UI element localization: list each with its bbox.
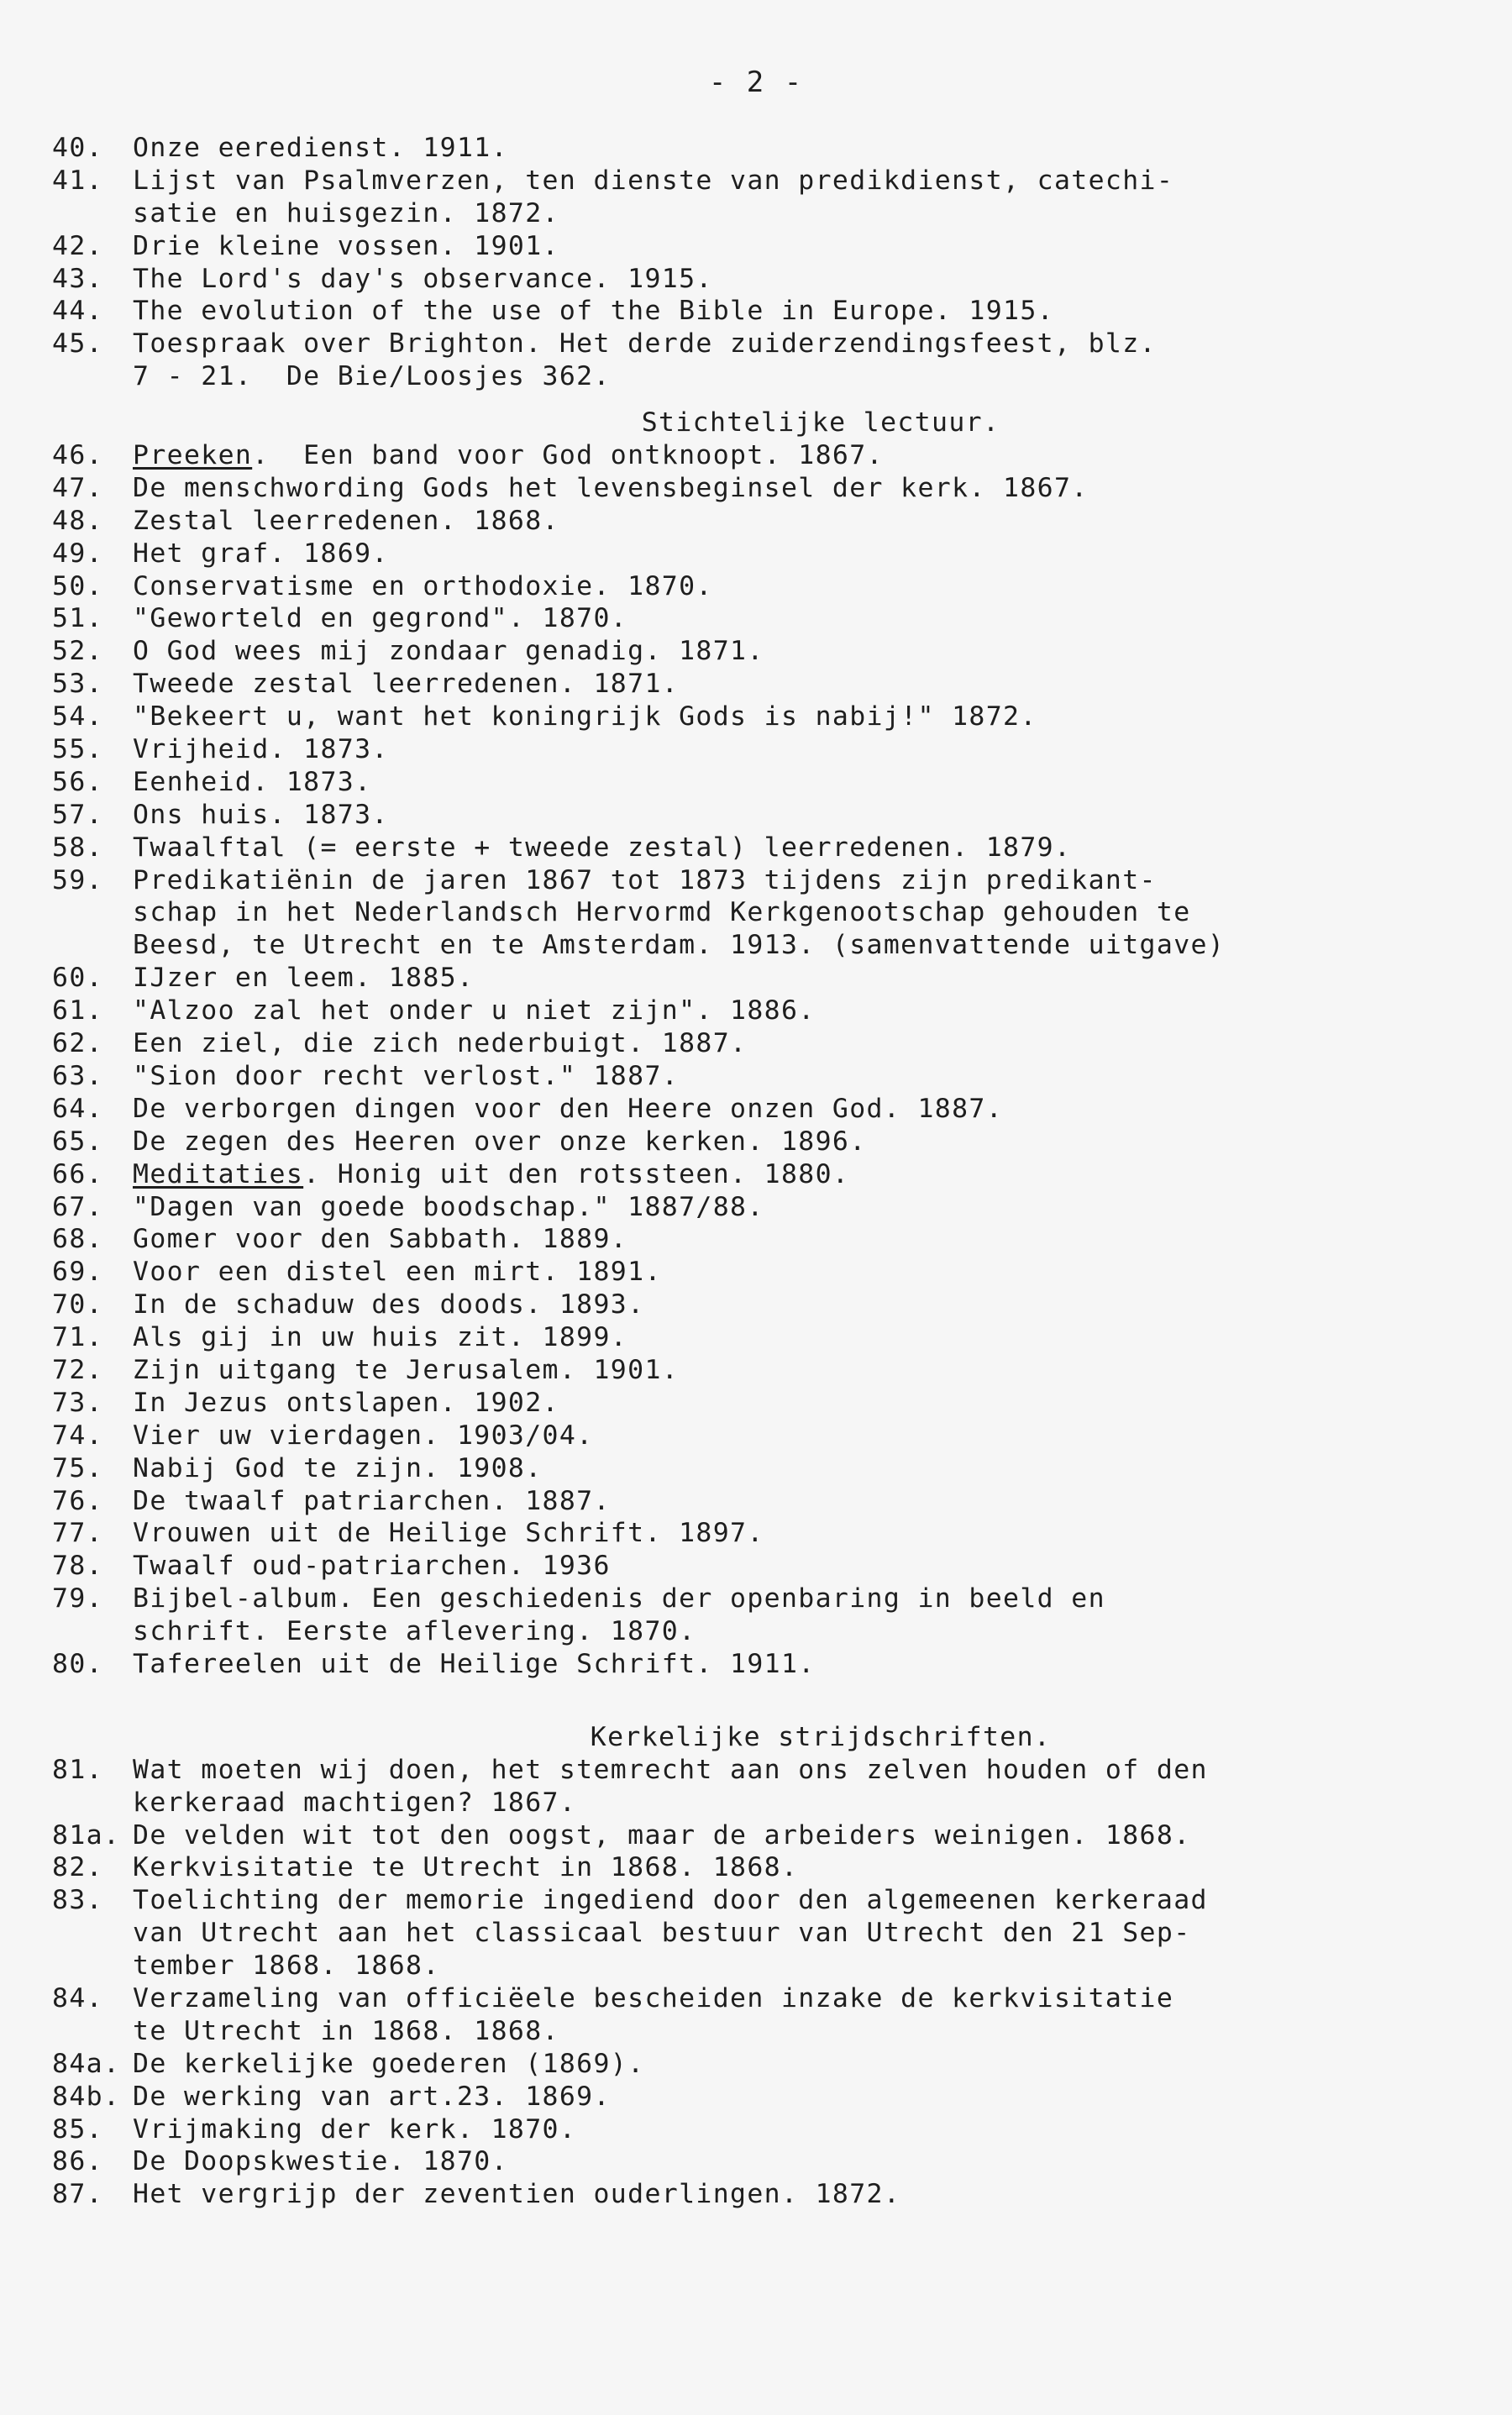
entry-text: Als gij in uw huis zit. 1899.	[133, 1322, 628, 1353]
entry-continuation: schrift. Eerste aflevering. 1870.	[133, 1616, 696, 1647]
entry-item	[52, 701, 1480, 733]
entry-text: In Jezus ontslapen. 1902.	[133, 1387, 559, 1418]
entry-text: Tweede zestal leerredenen. 1871.	[133, 669, 680, 700]
page-number: - 2 -	[708, 66, 804, 99]
entry-item	[52, 2113, 1480, 2146]
entry-number: 51.	[52, 603, 103, 634]
entry-item	[52, 1648, 1480, 1681]
entry-number: 85.	[52, 2113, 103, 2145]
entry-item	[52, 733, 1480, 766]
entry-item	[52, 505, 1480, 538]
entry-text: De menschwording Gods het levensbeginsel der kerk. 1867.	[133, 472, 1089, 503]
entry-number: 75.	[52, 1452, 103, 1483]
section-heading: Stichtelijke lectuur.	[641, 407, 1000, 438]
entry-item	[52, 1126, 1480, 1158]
entry-text: Kerkvisitatie te Utrecht in 1868. 1868.	[133, 1852, 799, 1883]
entry-number: 78.	[52, 1551, 103, 1582]
entry-item	[52, 1060, 1480, 1093]
entry-text: De kerkelijke goederen (1869).	[133, 2048, 645, 2079]
entry-item	[52, 1819, 1480, 1852]
entry-text: Verzameling van officiëele bescheiden inzake de kerkvisitatie	[133, 1982, 1174, 2013]
entry-item	[52, 602, 1480, 635]
entry-item	[52, 799, 1480, 832]
entry-item	[52, 1583, 1480, 1615]
entry-number: 40.	[52, 133, 103, 163]
entry-text: Voor een distel een mirt. 1891.	[133, 1257, 662, 1288]
entry-text: Het graf. 1869.	[133, 538, 389, 569]
entry-item	[52, 1982, 1480, 2015]
entry-text: "Bekeert u, want het koningrijk Gods is nabij!" 1872.	[133, 701, 1037, 732]
entry-text: Toespraak over Brighton. Het derde zuiderzendingsfeest, blz.	[133, 328, 1157, 360]
entry-text: Wat moeten wij doen, het stemrecht aan ons zelven houden of den	[133, 1754, 1208, 1785]
entry-category: Meditaties	[133, 1158, 304, 1189]
entry-item	[52, 1191, 1480, 1224]
entry-text: The evolution of the use of the Bible in Europe. 1915.	[133, 296, 1054, 327]
entry-item	[52, 132, 1480, 165]
entry-text: Nabij God te zijn. 1908.	[133, 1452, 543, 1483]
entry-continuation: satie en huisgezin. 1872.	[133, 197, 559, 228]
section-gap	[52, 393, 1480, 407]
entry-text: "Sion door recht verlost." 1887.	[133, 1060, 680, 1091]
entry-continuation: kerkeraad machtigen? 1867.	[133, 1787, 577, 1818]
entry-text: Gomer voor den Sabbath. 1889.	[133, 1224, 628, 1255]
entry-item	[52, 1158, 1480, 1191]
entry-text: "Alzoo zal het onder u niet zijn". 1886.	[133, 995, 816, 1026]
entry-number: 80.	[52, 1648, 103, 1679]
entry-number: 84b.	[52, 2081, 121, 2112]
entry-item	[52, 1387, 1480, 1420]
entry-item	[52, 1851, 1480, 1884]
entry-list	[52, 132, 1480, 2211]
entry-text: "Dagen van goede boodschap." 1887/88.	[133, 1191, 764, 1222]
entry-number: 81a.	[52, 1819, 121, 1851]
entry-number: 66.	[52, 1158, 103, 1189]
entry-number: 69.	[52, 1257, 103, 1288]
entry-continuation: schap in het Nederlandsch Hervormd Kerkgenootschap gehouden te	[133, 897, 1191, 928]
entry-item	[52, 439, 1480, 472]
entry-text: Onze eeredienst. 1911.	[133, 133, 508, 163]
entry-text: Vrijheid. 1873.	[133, 734, 389, 765]
entry-item	[52, 962, 1480, 995]
entry-number: 87.	[52, 2179, 103, 2210]
entry-item	[52, 832, 1480, 864]
entry-item	[52, 1289, 1480, 1321]
entry-text: Een ziel, die zich nederbuigt. 1887.	[133, 1028, 748, 1059]
entry-number: 46.	[52, 440, 103, 471]
entry-item	[52, 766, 1480, 799]
entry-text: Tafereelen uit de Heilige Schrift. 1911.	[133, 1648, 816, 1679]
entry-item	[52, 2048, 1480, 2081]
entry-number: 56.	[52, 766, 103, 797]
entry-number: 53.	[52, 669, 103, 700]
entry-item	[52, 1452, 1480, 1485]
entry-number: 72.	[52, 1354, 103, 1385]
entry-number: 77.	[52, 1518, 103, 1549]
entry-item	[52, 538, 1480, 570]
entry-item	[52, 1354, 1480, 1387]
entry-number: 57.	[52, 799, 103, 830]
entry-category: Preeken	[133, 440, 253, 471]
entry-text: Predikatiënin de jaren 1867 tot 1873 tijdens zijn predikant-	[133, 864, 1157, 895]
entry-number: 54.	[52, 701, 103, 732]
entry-number: 65.	[52, 1126, 103, 1157]
entry-text: De twaalf patriarchen. 1887.	[133, 1485, 611, 1516]
entry-item	[52, 995, 1480, 1027]
entry-item	[52, 230, 1480, 263]
entry-number: 74.	[52, 1420, 103, 1451]
entry-item	[52, 1321, 1480, 1354]
entry-number: 62.	[52, 1028, 103, 1059]
entry-number: 71.	[52, 1322, 103, 1353]
entry-continuation: Beesd, te Utrecht en te Amsterdam. 1913. (samenvattende uitgave)	[133, 930, 1226, 961]
entry-text: De verborgen dingen voor den Heere onzen God. 1887.	[133, 1093, 1004, 1124]
entry-number: 70.	[52, 1289, 103, 1320]
entry-number: 49.	[52, 538, 103, 569]
entry-item	[52, 295, 1480, 328]
entry-text: De Doopskwestie. 1870.	[133, 2146, 508, 2177]
entry-text: In de schaduw des doods. 1893.	[133, 1289, 645, 1320]
entry-number: 86.	[52, 2146, 103, 2177]
section-heading: Kerkelijke strijdschriften.	[590, 1721, 1052, 1752]
entry-item	[52, 668, 1480, 701]
entry-text: De velden wit tot den oogst, maar de arbeiders weinigen. 1868.	[133, 1819, 1191, 1851]
entry-continuation: te Utrecht in 1868. 1868.	[133, 2015, 559, 2046]
entry-item	[52, 1093, 1480, 1126]
entry-item	[52, 1884, 1480, 1917]
entry-text: "Geworteld en gegrond". 1870.	[133, 603, 628, 634]
entry-number: 63.	[52, 1060, 103, 1091]
entry-item	[52, 2178, 1480, 2211]
entry-item	[52, 1485, 1480, 1518]
entry-text: Twaalftal (= eerste + tweede zestal) leerredenen. 1879.	[133, 832, 1072, 863]
entry-number: 58.	[52, 832, 103, 863]
entry-text: The Lord's day's observance. 1915.	[133, 263, 713, 294]
entry-item	[52, 635, 1480, 668]
entry-item	[52, 1420, 1480, 1452]
entry-text: Eenheid. 1873.	[133, 766, 372, 797]
entry-text: Vrijmaking der kerk. 1870.	[133, 2113, 577, 2145]
entry-number: 44.	[52, 296, 103, 327]
entry-text: Zijn uitgang te Jerusalem. 1901.	[133, 1354, 680, 1385]
entry-number: 48.	[52, 505, 103, 536]
entry-text: Bijbel-album. Een geschiedenis der openbaring in beeld en	[133, 1583, 1105, 1614]
entry-text: Drie kleine vossen. 1901.	[133, 230, 559, 261]
entry-number: 76.	[52, 1485, 103, 1516]
entry-number: 81.	[52, 1754, 103, 1785]
entry-text: IJzer en leem. 1885.	[133, 963, 475, 994]
entry-text: O God wees mij zondaar genadig. 1871.	[133, 636, 764, 667]
entry-text: Lijst van Psalmverzen, ten dienste van predikdienst, catechi-	[133, 165, 1174, 196]
entry-item	[52, 2145, 1480, 2178]
entry-item	[52, 864, 1480, 897]
entry-text: Zestal leerredenen. 1868.	[133, 505, 559, 536]
entry-item	[52, 1754, 1480, 1787]
entry-number: 60.	[52, 963, 103, 994]
entry-number: 50.	[52, 570, 103, 601]
entry-text: . Een band voor God ontknoopt. 1867.	[252, 440, 884, 471]
entry-number: 79.	[52, 1583, 103, 1614]
entry-text: De werking van art.23. 1869.	[133, 2081, 611, 2112]
entry-number: 83.	[52, 1885, 103, 1916]
entry-item	[52, 1027, 1480, 1060]
entry-text: Vrouwen uit de Heilige Schrift. 1897.	[133, 1518, 764, 1549]
entry-item	[52, 472, 1480, 505]
entry-text: Het vergrijp der zeventien ouderlingen. 1872.	[133, 2179, 901, 2210]
entry-text: De zegen des Heeren over onze kerken. 1896.	[133, 1126, 867, 1157]
entry-number: 47.	[52, 472, 103, 503]
entry-number: 64.	[52, 1093, 103, 1124]
entry-item	[52, 328, 1480, 360]
entry-continuation: van Utrecht aan het classicaal bestuur van Utrecht den 21 Sep-	[133, 1918, 1191, 1949]
entry-text: Ons huis. 1873.	[133, 799, 389, 830]
entry-text: Toelichting der memorie ingediend door den algemeenen kerkeraad	[133, 1885, 1208, 1916]
entry-continuation: 7 - 21. De Bie/Loosjes 362.	[133, 361, 611, 392]
entry-number: 84a.	[52, 2048, 121, 2079]
entry-number: 41.	[52, 165, 103, 196]
entry-item	[52, 1256, 1480, 1289]
entry-item	[52, 1517, 1480, 1550]
entry-item	[52, 570, 1480, 603]
entry-number: 84.	[52, 1982, 103, 2013]
entry-number: 43.	[52, 263, 103, 294]
entry-item	[52, 2081, 1480, 2113]
entry-item	[52, 1550, 1480, 1583]
entry-text: Vier uw vierdagen. 1903/04.	[133, 1420, 594, 1451]
entry-continuation: tember 1868. 1868.	[133, 1950, 440, 1982]
entry-number: 68.	[52, 1224, 103, 1255]
entry-number: 61.	[52, 995, 103, 1026]
entry-number: 82.	[52, 1852, 103, 1883]
entry-text: Conservatisme en orthodoxie. 1870.	[133, 570, 713, 601]
entry-number: 55.	[52, 734, 103, 765]
entry-number: 73.	[52, 1387, 103, 1418]
entry-number: 45.	[52, 328, 103, 360]
entry-number: 52.	[52, 636, 103, 667]
entry-item	[52, 263, 1480, 296]
entry-text: Twaalf oud-patriarchen. 1936	[133, 1551, 611, 1582]
entry-number: 67.	[52, 1191, 103, 1222]
entry-item	[52, 1223, 1480, 1256]
entry-number: 59.	[52, 864, 103, 895]
entry-item	[52, 165, 1480, 197]
entry-text: . Honig uit den rotssteen. 1880.	[303, 1158, 850, 1189]
entry-number: 42.	[52, 230, 103, 261]
section-gap	[52, 1681, 1480, 1721]
